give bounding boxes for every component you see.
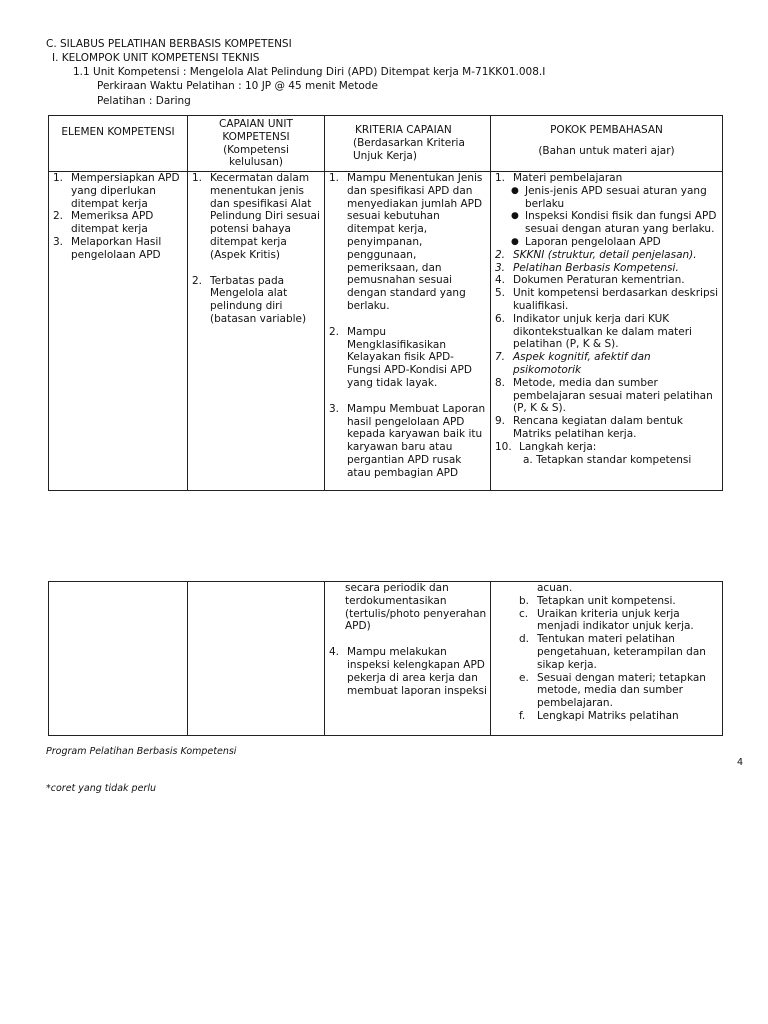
cell-pokok-cont — [491, 582, 723, 736]
page-number: 4 — [737, 757, 744, 768]
cell-kriteria — [325, 172, 491, 491]
cell-pokok — [491, 172, 723, 491]
cell-kriteria-cont — [325, 582, 491, 736]
group-title: I. KELOMPOK UNIT KOMPETENSI TEKNIS — [52, 52, 260, 64]
list-item: 1. Mempersiapkan APD yang diperlukan ditempat kerja — [53, 172, 180, 210]
list-item: 10. Langkah kerja: — [495, 440, 597, 453]
list-item: 1. Materi pembelajaran — [495, 172, 623, 184]
cell-capaian — [188, 172, 325, 491]
duration-line: Perkiraan Waktu Pelatihan : 10 JP @ 45 menit Metode — [97, 80, 378, 92]
header-elemen: ELEMEN KOMPETENSI — [49, 116, 188, 172]
pokok-continuation: acuan. — [537, 582, 573, 594]
list-item: 2. Terbatas pada Mengelola alat pelindung diri (batasan variable) — [192, 274, 307, 325]
list-item: 1. Kecermatan dalam menentukan jenis dan spesifikasi Alat Pelindung Diri sesuai potensi bahaya ditempat kerja (Aspek Kritis) — [192, 172, 320, 261]
list-item: 2. SKKNI (struktur, detail penjelasan). — [495, 248, 697, 261]
list-item: 6. Indikator unjuk kerja dari KUK dikontekstualkan ke dalam materi pelatihan (P, K & S). — [495, 312, 692, 351]
cell-elemen — [49, 172, 188, 491]
footer-note: *coret yang tidak perlu — [46, 783, 156, 794]
kriteria-continuation: secara periodik dan terdokumentasikan (tertulis/photo penyerahan APD) — [345, 582, 487, 633]
header-capaian: CAPAIAN UNIT KOMPETENSI (Kompetensi kelulusan) — [188, 116, 325, 172]
list-item: 2. Mampu Mengklasifikasikan Kelayakan fisik APD- Fungsi APD-Kondisi APD yang tidak layak. — [329, 325, 472, 389]
bullet-item: ● Inspeksi Kondisi fisik dan fungsi APD sesuai dengan aturan yang berlaku. — [511, 210, 717, 236]
list-item: 1. Mampu Menentukan Jenis dan spesifikasi APD dan menyediakan jumlah APD sesuai kebutuhan ditempat kerja, penyimpanan, penggunaan, pemeriksaan, dan pemusnahan sesuai dengan standard yang berlaku. — [329, 172, 483, 312]
cell-elemen-cont — [49, 582, 188, 736]
header-kriteria: KRITERIA CAPAIAN (Berdasarkan Kriteria Unjuk Kerja) — [325, 116, 491, 172]
bullet-item: ● Laporan pengelolaan APD — [511, 235, 661, 248]
list-item: 4. Dokumen Peraturan kementrian. — [495, 274, 685, 287]
list-item: 2. Memeriksa APD ditempat kerja — [53, 210, 154, 236]
section-title: C. SILABUS PELATIHAN BERBASIS KOMPETENSI — [46, 38, 292, 50]
footer-program: Program Pelatihan Berbasis Kompetensi — [46, 746, 237, 757]
bullet-item: ● Jenis-jenis APD sesuai aturan yang berlaku — [511, 184, 707, 210]
syllabus-table — [48, 115, 723, 491]
cell-capaian-cont — [188, 582, 325, 736]
list-item: 5. Unit kompetensi berdasarkan deskripsi kualifikasi. — [495, 287, 719, 312]
list-item: f. Lengkapi Matriks pelatihan — [519, 709, 679, 722]
list-item: 8. Metode, media dan sumber pembelajaran sesuai materi pelatihan (P, K & S). — [495, 376, 713, 415]
list-item: e. Sesuai dengan materi; tetapkan metode, media dan sumber pembelajaran. — [519, 671, 706, 710]
list-item: 3. Mampu Membuat Laporan hasil pengelolaan APD kepada karyawan baik itu karyawan baru atau pergantian APD rusak atau pembagian APD — [329, 402, 486, 479]
list-item: d. Tentukan materi pelatihan pengetahuan, keterampilan dan sikap kerja. — [519, 633, 706, 671]
syllabus-table-continued — [48, 581, 723, 736]
list-item: 4. Mampu melakukan inspeksi kelengkapan APD pekerja di area kerja dan membuat laporan inspeksi — [329, 646, 487, 697]
list-item: 9. Rencana kegiatan dalam bentuk Matriks pelatihan kerja. — [495, 415, 683, 440]
list-item: c. Uraikan kriteria unjuk kerja menjadi indikator unjuk kerja. — [519, 607, 694, 633]
list-item: 3. Melaporkan Hasil pengelolaan APD — [53, 235, 162, 261]
unit-line: 1.1 Unit Kompetensi : Mengelola Alat Pelindung Diri (APD) Ditempat kerja M-71KK01.008.I — [73, 66, 546, 78]
step-a: a. Tetapkan standar kompetensi — [523, 453, 692, 466]
list-item: 7. Aspek kognitif, afektif dan psikomotorik — [495, 351, 651, 376]
method-line: Pelatihan : Daring — [97, 95, 191, 107]
list-item: b. Tetapkan unit kompetensi. — [519, 594, 676, 607]
list-item: 3. Pelatihan Berbasis Kompetensi. — [495, 261, 679, 274]
header-pokok: POKOK PEMBAHASAN (Bahan untuk materi ajar) — [491, 116, 723, 172]
